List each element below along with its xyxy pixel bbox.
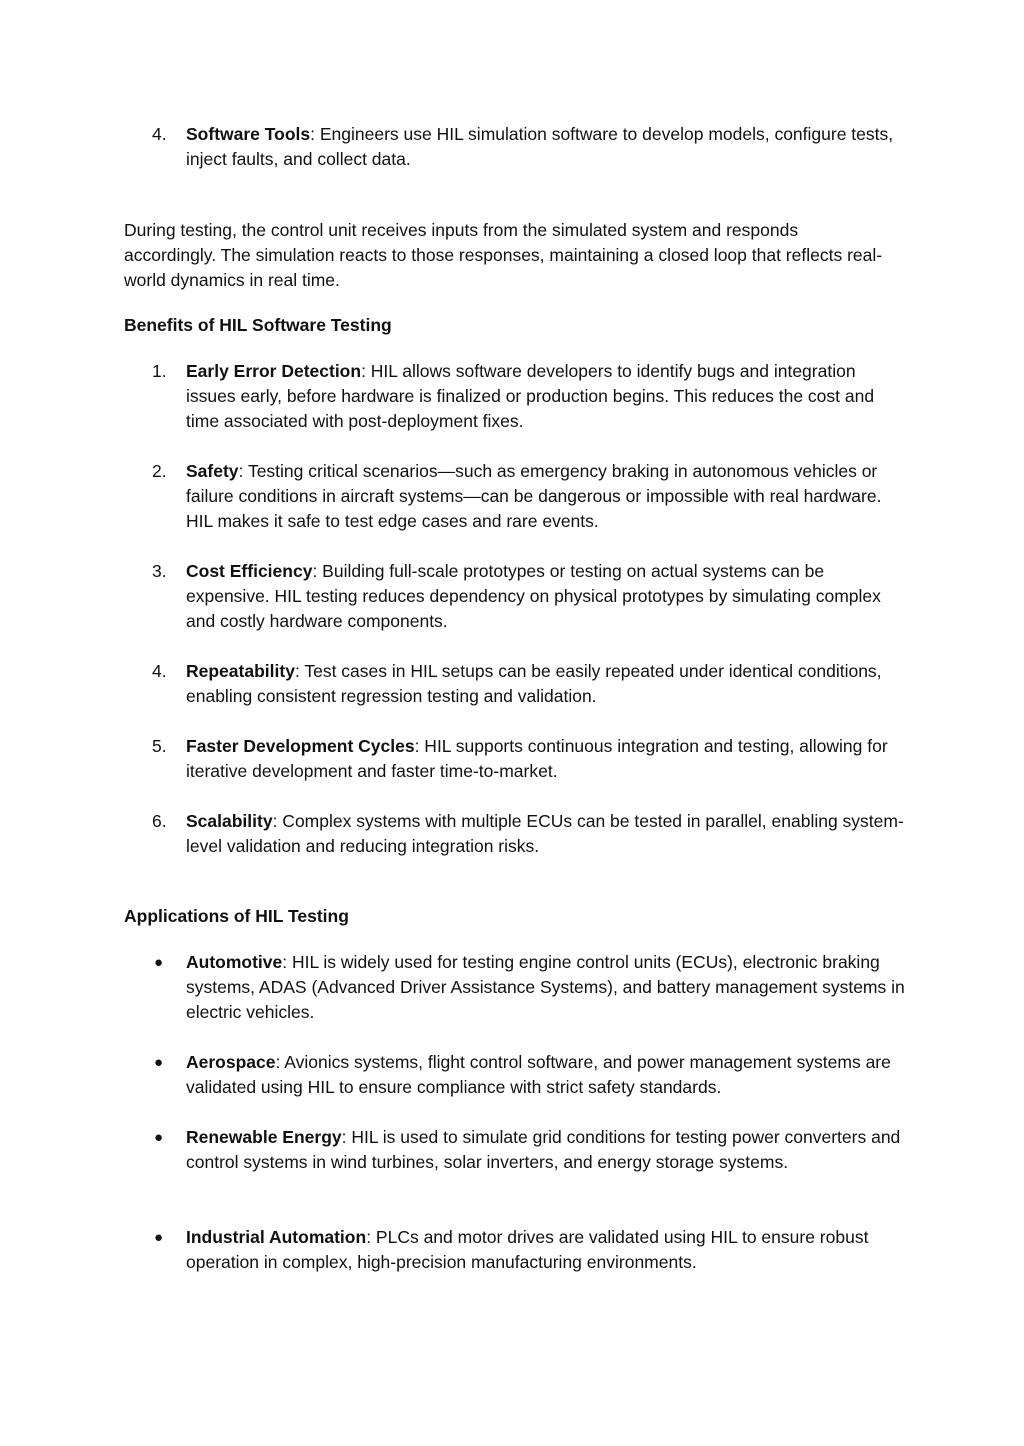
list-item-text: : Test cases in HIL setups can be easily repeated under identical conditions, enabling consistent regression testing and validation. [186,661,882,706]
list-item-term: Scalability [186,811,273,831]
list-item-text: : HIL supports continuous integration and testing, allowing for iterative development and faster time-to-market. [186,736,888,781]
list-item-text: : Complex systems with multiple ECUs can be tested in parallel, enabling system-level validation and reducing integration risks. [186,811,904,856]
benefit-item-faster-development [152,734,906,784]
list-number: 4. [152,661,167,681]
list-item-term: Software Tools [186,124,311,144]
list-item-term: Cost Efficiency [186,561,313,581]
list-number: 1. [152,361,167,381]
bullet-marker: ● [154,954,164,971]
list-item-term: Aerospace [186,1052,276,1072]
benefit-item-repeatability [152,659,906,709]
applications-heading: Applications of HIL Testing [124,906,349,926]
application-item-automotive [154,950,906,1025]
list-item-term: Automotive [186,952,283,972]
list-number: 5. [152,736,167,756]
application-item-renewable-energy [154,1125,906,1175]
benefits-heading: Benefits of HIL Software Testing [124,315,392,335]
list-item-software-tools [152,122,906,172]
list-item-text: : HIL is used to simulate grid conditions for testing power converters and control systems in wind turbines, solar inverters, and energy storage systems. [186,1127,901,1172]
list-item-term: Renewable Energy [186,1127,342,1147]
list-number: 2. [152,461,167,481]
list-item-text: : Testing critical scenarios—such as emergency braking in autonomous vehicles or failure conditions in aircraft systems—can be dangerous or impossible with real hardware. HIL makes it safe to test edge cases and rare events. [186,461,882,531]
list-item-text: : HIL is widely used for testing engine control units (ECUs), electronic braking systems, ADAS (Advanced Driver Assistance Systems), and battery management systems in electric vehicles. [186,952,905,1022]
list-item-term: Repeatability [186,661,295,681]
list-item-term: Safety [186,461,239,481]
application-item-industrial-automation [154,1225,906,1275]
list-item-term: Early Error Detection [186,361,362,381]
list-item-term: Faster Development Cycles [186,736,415,756]
list-number: 6. [152,811,167,831]
application-item-aerospace [154,1050,906,1100]
list-item-text: : Building full-scale prototypes or testing on actual systems can be expensive. HIL testing reduces dependency on physical prototypes by simulating complex and costly hardware components. [186,561,881,631]
benefit-item-early-error-detection [152,359,906,434]
benefit-item-safety [152,459,906,534]
list-item-text: : HIL allows software developers to identify bugs and integration issues early, before hardware is finalized or production begins. This reduces the cost and time associated with post-deployment fixes. [186,361,875,431]
bullet-marker: ● [154,1054,164,1071]
list-number: 4. [152,124,167,144]
list-item-text: : Engineers use HIL simulation software to develop models, configure tests, inject faults, and collect data. [186,124,894,169]
list-item-text: : Avionics systems, flight control software, and power management systems are validated using HIL to ensure compliance with strict safety standards. [186,1052,891,1097]
benefit-item-cost-efficiency [152,559,906,634]
bullet-marker: ● [154,1229,164,1246]
body-paragraph: During testing, the control unit receives inputs from the simulated system and responds accordingly. The simulation reacts to those responses, maintaining a closed loop that reflects real-world dynamics in real time. [124,220,883,290]
benefit-item-scalability [152,809,906,859]
bullet-marker: ● [154,1129,164,1146]
list-item-text: : PLCs and motor drives are validated using HIL to ensure robust operation in complex, high-precision manufacturing environments. [186,1227,869,1272]
list-number: 3. [152,561,167,581]
list-item-term: Industrial Automation [186,1227,367,1247]
